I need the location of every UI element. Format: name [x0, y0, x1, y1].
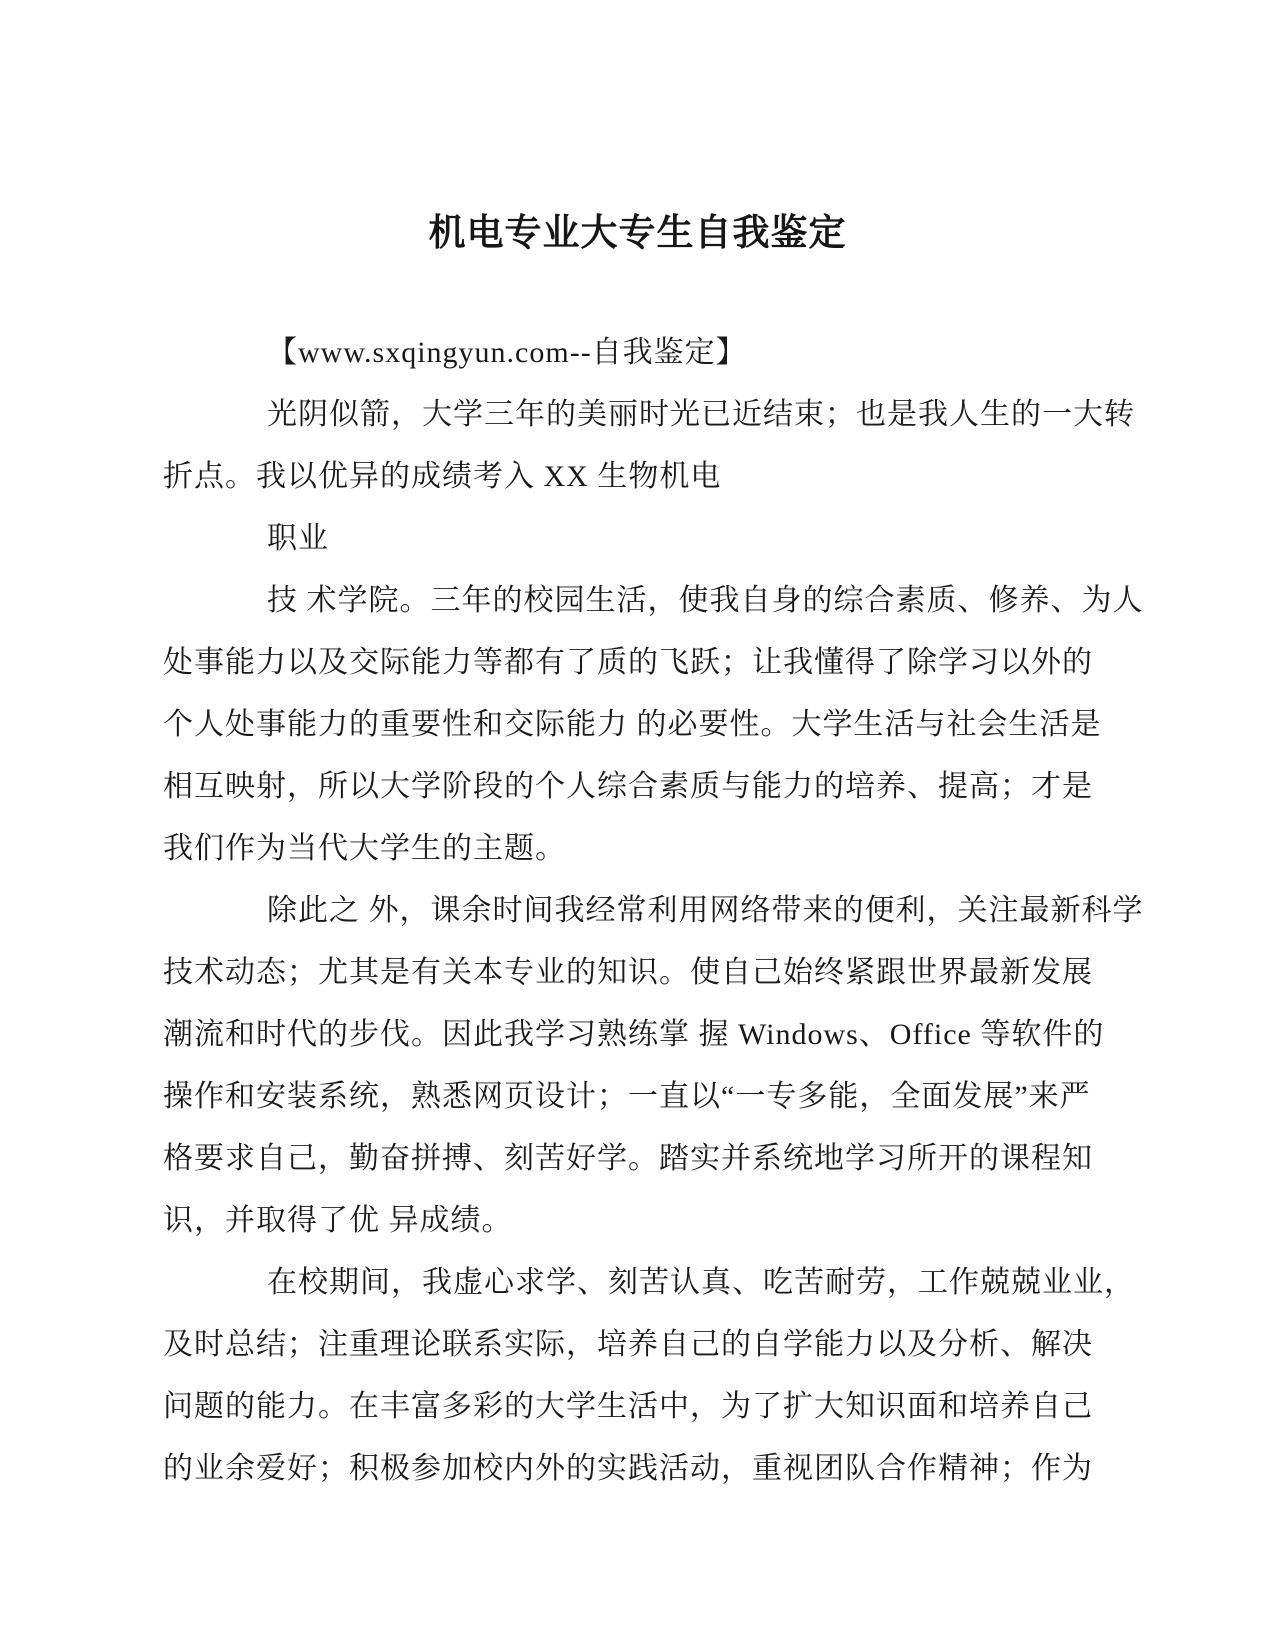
document-line: 技术动态；尤其是有关本专业的知识。使自己始终紧跟世界最新发展	[163, 956, 1093, 989]
document-line: 的业余爱好；积极参加校内外的实践活动，重视团队合作精神；作为	[163, 1452, 1093, 1485]
document-line: 【www.sxqingyun.com--自我鉴定】	[267, 336, 747, 369]
document-line: 问题的能力。在丰富多彩的大学生活中，为了扩大知识面和培养自己	[163, 1390, 1093, 1423]
document-line: 操作和安装系统，熟悉网页设计；一直以“一专多能，全面发展”来严	[163, 1080, 1091, 1113]
document-line: 格要求自己，勤奋拼搏、刻苦好学。踏实并系统地学习所开的课程知	[163, 1142, 1093, 1175]
document-line: 折点。我以优异的成绩考入 XX 生物机电	[163, 460, 722, 493]
document-line: 在校期间，我虚心求学、刻苦认真、吃苦耐劳，工作兢兢业业，	[267, 1266, 1135, 1299]
document-line: 职业	[267, 522, 329, 555]
page-title: 机电专业大专生自我鉴定	[428, 211, 847, 254]
document-line: 光阴似箭，大学三年的美丽时光已近结束；也是我人生的一大转	[267, 398, 1135, 431]
document-line: 我们作为当代大学生的主题。	[163, 832, 566, 865]
document-line: 技 术学院。三年的校园生活，使我自身的综合素质、修养、为人	[267, 584, 1144, 617]
document-line: 潮流和时代的步伐。因此我学习熟练掌 握 Windows、Office 等软件的	[163, 1018, 1105, 1051]
document-line: 除此之 外，课余时间我经常利用网络带来的便利，关注最新科学	[267, 894, 1144, 927]
document-line: 识，并取得了优 异成绩。	[163, 1204, 513, 1237]
document-line: 相互映射，所以大学阶段的个人综合素质与能力的培养、提高；才是	[163, 770, 1093, 803]
document-line: 个人处事能力的重要性和交际能力 的必要性。大学生活与社会生活是	[163, 708, 1102, 741]
document-line: 处事能力以及交际能力等都有了质的飞跃；让我懂得了除学习以外的	[163, 646, 1093, 679]
document-line: 及时总结；注重理论联系实际，培养自己的自学能力以及分析、解决	[163, 1328, 1093, 1361]
